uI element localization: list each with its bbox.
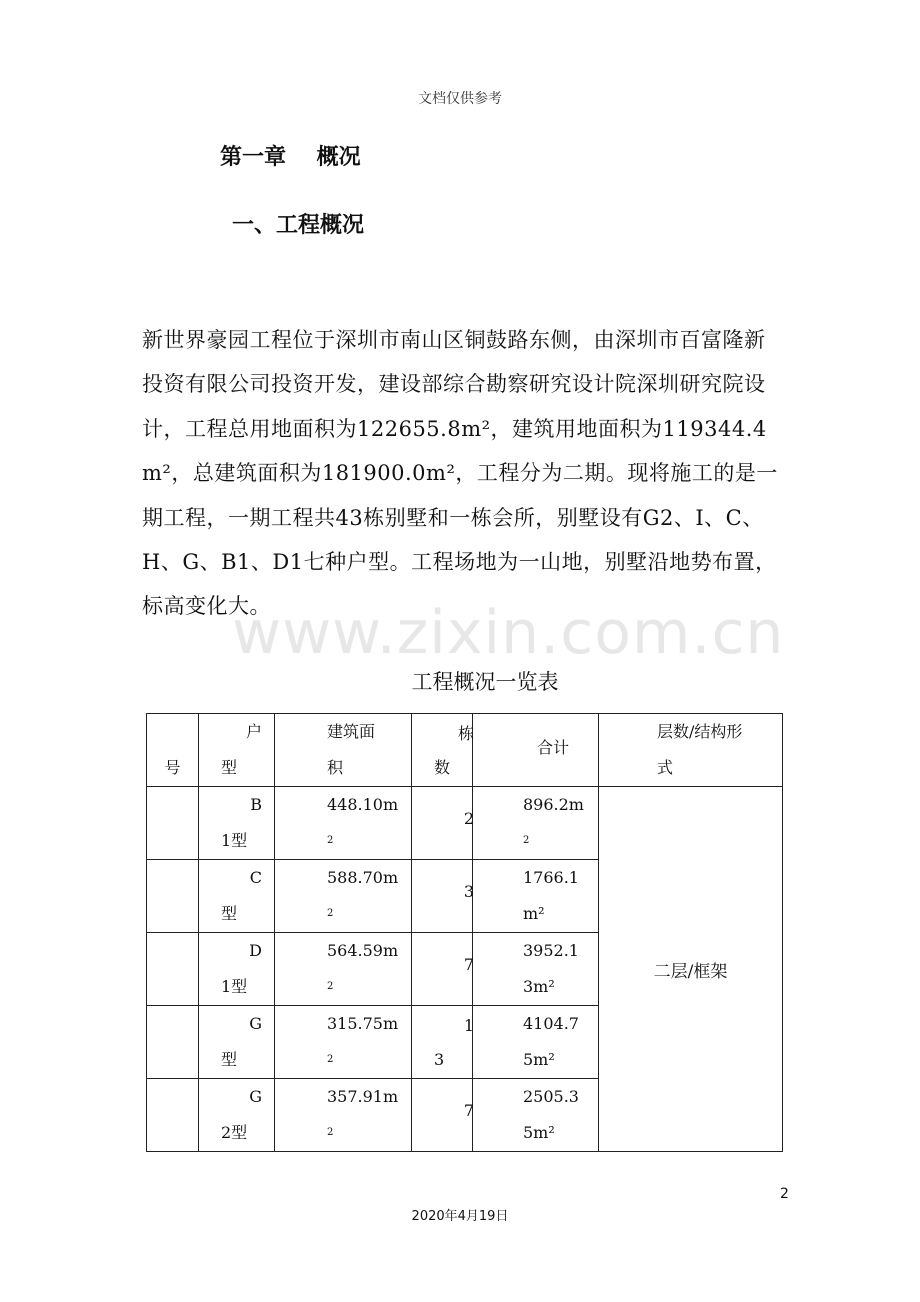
row-cell-type bbox=[199, 933, 275, 1006]
header-cell-hao bbox=[147, 714, 199, 787]
type-bottom: 2型 bbox=[221, 1123, 248, 1142]
total-bottom: 5m² bbox=[523, 1123, 555, 1142]
area-top: 588.70m bbox=[327, 868, 399, 887]
total-bottom: 2 bbox=[523, 835, 530, 846]
row-cell-hao bbox=[147, 1079, 199, 1152]
area-bottom: 2 bbox=[327, 1054, 334, 1065]
type-top: B bbox=[250, 795, 262, 814]
row-cell-type bbox=[199, 1006, 275, 1079]
dong-top: 7 bbox=[463, 955, 474, 974]
area-top: 315.75m bbox=[327, 1014, 399, 1033]
overview-table bbox=[146, 713, 783, 1152]
type-bottom: 1型 bbox=[221, 977, 248, 996]
total-top: 3952.1 bbox=[523, 941, 579, 960]
total-bottom: 3m² bbox=[523, 977, 555, 996]
row-cell-area bbox=[275, 787, 412, 860]
area-bottom: 2 bbox=[327, 835, 334, 846]
type-bottom: 型 bbox=[221, 1050, 238, 1069]
area-bottom: 2 bbox=[327, 1127, 334, 1138]
row-cell-total bbox=[473, 1079, 599, 1152]
row-cell-hao bbox=[147, 860, 199, 933]
page-number: 2 bbox=[780, 1186, 789, 1202]
header-structure-bottom: 式 bbox=[657, 758, 674, 777]
total-bottom: 5m² bbox=[523, 1050, 555, 1069]
row-cell-type bbox=[199, 860, 275, 933]
watermark: www.zixin.com.cn bbox=[232, 598, 785, 668]
row-cell-dong bbox=[412, 933, 473, 1006]
header-dong-top: 栋 bbox=[457, 724, 474, 743]
total-top: 2505.3 bbox=[523, 1087, 579, 1106]
area-bottom: 2 bbox=[327, 908, 334, 919]
area-top: 448.10m bbox=[327, 795, 399, 814]
dong-bottom: 3 bbox=[434, 1050, 445, 1069]
header-type-bottom: 型 bbox=[221, 758, 238, 777]
body-paragraph: 新世界豪园工程位于深圳市南山区铜鼓路东侧，由深圳市百富隆新投资有限公司投资开发，建设部综合勘察研究设计院深圳研究院设计，工程总用地面积为122655.8m²，建筑用地面积为119344.4m²，总建筑面积为181900.0m²，工程分为二期。现将施工的是一期工程，一期工程共43栋别墅和一栋会所，别墅设有G2、I、C、H、G、B1、D1七种户型。工程场地为一山地，别墅沿地势布置，标高变化大。 bbox=[142, 328, 778, 619]
total-bottom: m² bbox=[523, 904, 545, 923]
row-cell-total bbox=[473, 1006, 599, 1079]
table-header-row bbox=[147, 714, 783, 787]
type-top: G bbox=[249, 1014, 262, 1033]
table-row bbox=[147, 787, 783, 860]
header-hao: 号 bbox=[164, 758, 181, 777]
total-top: 4104.7 bbox=[523, 1014, 579, 1033]
row-cell-dong bbox=[412, 860, 473, 933]
section-title: 一、工程概况 bbox=[232, 213, 365, 238]
dong-top: 2 bbox=[463, 809, 474, 828]
row-cell-hao bbox=[147, 787, 199, 860]
row-cell-dong bbox=[412, 1006, 473, 1079]
row-cell-total bbox=[473, 787, 599, 860]
row-cell-area bbox=[275, 1006, 412, 1079]
header-cell-structure bbox=[599, 714, 783, 787]
row-cell-area bbox=[275, 933, 412, 1006]
row-cell-area bbox=[275, 1079, 412, 1152]
row-cell-hao bbox=[147, 1006, 199, 1079]
row-cell-hao bbox=[147, 933, 199, 1006]
type-top: G bbox=[249, 1087, 262, 1106]
structure-merged-cell bbox=[599, 787, 783, 1152]
header-cell-area bbox=[275, 714, 412, 787]
header-type-top: 户 bbox=[245, 722, 262, 741]
page-header: 文档仅供参考 bbox=[418, 91, 502, 107]
total-top: 896.2m bbox=[523, 795, 584, 814]
area-bottom: 2 bbox=[327, 981, 334, 992]
header-area-bottom: 积 bbox=[327, 758, 344, 777]
area-top: 357.91m bbox=[327, 1087, 399, 1106]
dong-top: 7 bbox=[463, 1101, 474, 1120]
chapter-title: 第一章 概况 bbox=[220, 145, 361, 170]
total-top: 1766.1 bbox=[523, 868, 579, 887]
area-top: 564.59m bbox=[327, 941, 399, 960]
header-cell-total bbox=[473, 714, 599, 787]
type-top: C bbox=[249, 868, 262, 887]
header-area-top: 建筑面 bbox=[327, 722, 376, 741]
dong-top: 3 bbox=[463, 882, 474, 901]
table-title: 工程概况一览表 bbox=[411, 670, 559, 694]
row-cell-dong bbox=[412, 787, 473, 860]
row-cell-type bbox=[199, 1079, 275, 1152]
type-bottom: 1型 bbox=[221, 831, 248, 850]
row-cell-total bbox=[473, 860, 599, 933]
page-footer-date: 2020年4月19日 bbox=[411, 1209, 509, 1224]
row-cell-total bbox=[473, 933, 599, 1006]
header-total: 合计 bbox=[537, 738, 570, 757]
header-cell-dong bbox=[412, 714, 473, 787]
header-cell-type bbox=[199, 714, 275, 787]
type-bottom: 型 bbox=[221, 904, 238, 923]
row-cell-type bbox=[199, 787, 275, 860]
row-cell-area bbox=[275, 860, 412, 933]
structure-value: 二层/框架 bbox=[653, 961, 728, 982]
header-structure-top: 层数/结构形 bbox=[657, 722, 743, 741]
dong-top: 1 bbox=[463, 1016, 474, 1035]
type-top: D bbox=[249, 941, 262, 960]
row-cell-dong bbox=[412, 1079, 473, 1152]
header-dong-bottom: 数 bbox=[434, 758, 451, 777]
